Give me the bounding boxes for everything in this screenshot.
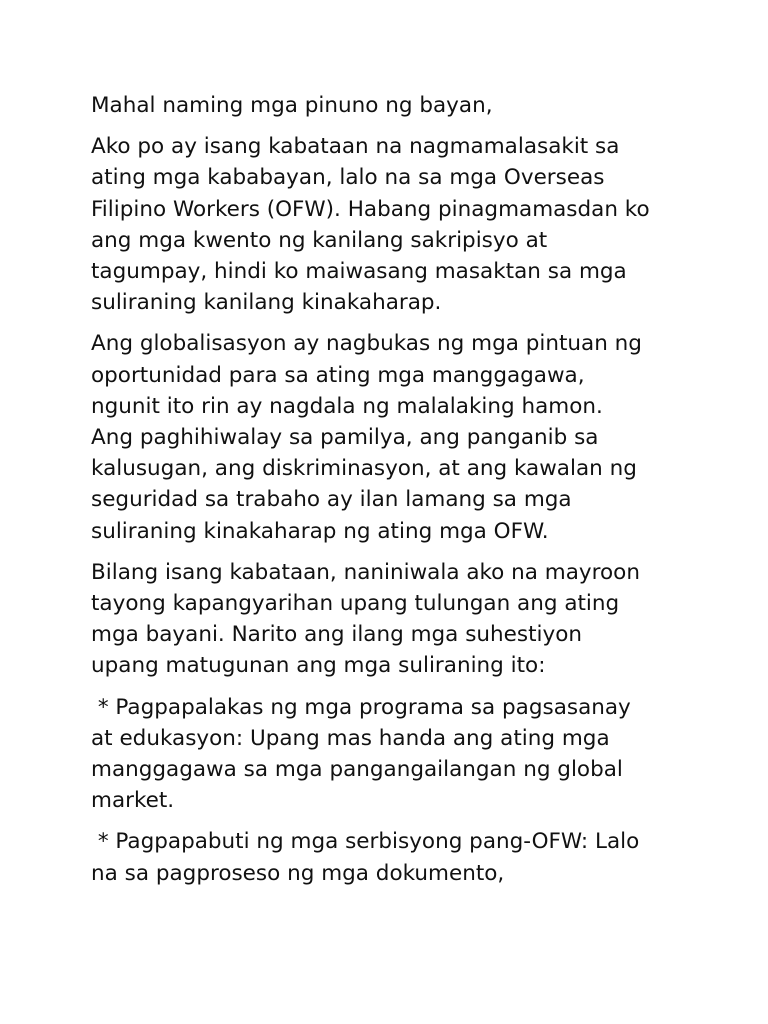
text-line: ating mga kababayan, lalo na sa mga Overseas <box>91 165 605 191</box>
text-line: na sa pagproseso ng mga dokumento, <box>91 860 505 886</box>
text-line: ang mga kwento ng kanilang sakripisyo at <box>91 227 548 253</box>
text-line: mga bayani. Narito ang ilang mga suhestiyon <box>91 622 582 648</box>
text-line: Filipino Workers (OFW). Habang pinagmamasdan ko <box>91 196 650 222</box>
paragraph-globalization <box>91 328 691 546</box>
text-line: * Pagpapalakas ng mga programa sa pagsasanay <box>91 694 631 720</box>
text-line: suliraning kinakaharap ng ating mga OFW. <box>91 518 549 544</box>
text-line: Ang globalisasyon ay nagbukas ng mga pintuan ng <box>91 331 642 357</box>
text-line: upang matugunan ang mga suliraning ito: <box>91 653 546 679</box>
text-line: oportunidad para sa ating mga manggagawa, <box>91 362 585 388</box>
text-line: at edukasyon: Upang mas handa ang ating mga <box>91 725 610 751</box>
text-line: tagumpay, hindi ko maiwasang masaktan sa mga <box>91 259 627 285</box>
text-line: Ako po ay isang kabataan na nagmamalasakit sa <box>91 134 620 160</box>
bullet-training-education <box>91 692 691 817</box>
text-line: suliraning kanilang kinakaharap. <box>91 290 442 316</box>
text-line: seguridad sa trabaho ay ilan lamang sa mga <box>91 487 572 513</box>
text-line: manggagawa sa mga pangangailangan ng global <box>91 757 623 783</box>
paragraph-intro <box>91 131 691 318</box>
text-line: * Pagpapabuti ng mga serbisyong pang-OFW: Lalo <box>91 829 640 855</box>
bullet-ofw-services <box>91 826 691 888</box>
text-line: Ang paghihiwalay sa pamilya, ang panganib sa <box>91 425 599 451</box>
letter-body <box>91 90 691 899</box>
text-line: market. <box>91 788 175 814</box>
text-line: Mahal naming mga pinuno ng bayan, <box>91 93 493 118</box>
text-line: Bilang isang kabataan, naniniwala ako na mayroon <box>91 559 640 585</box>
text-line: tayong kapangyarihan upang tulungan ang ating <box>91 591 620 617</box>
text-line: kalusugan, ang diskriminasyon, at ang kawalan ng <box>91 456 637 482</box>
text-line: ngunit ito rin ay nagdala ng malalaking hamon. <box>91 393 603 419</box>
paragraph-suggestions-intro <box>91 557 691 682</box>
salutation <box>91 90 691 121</box>
